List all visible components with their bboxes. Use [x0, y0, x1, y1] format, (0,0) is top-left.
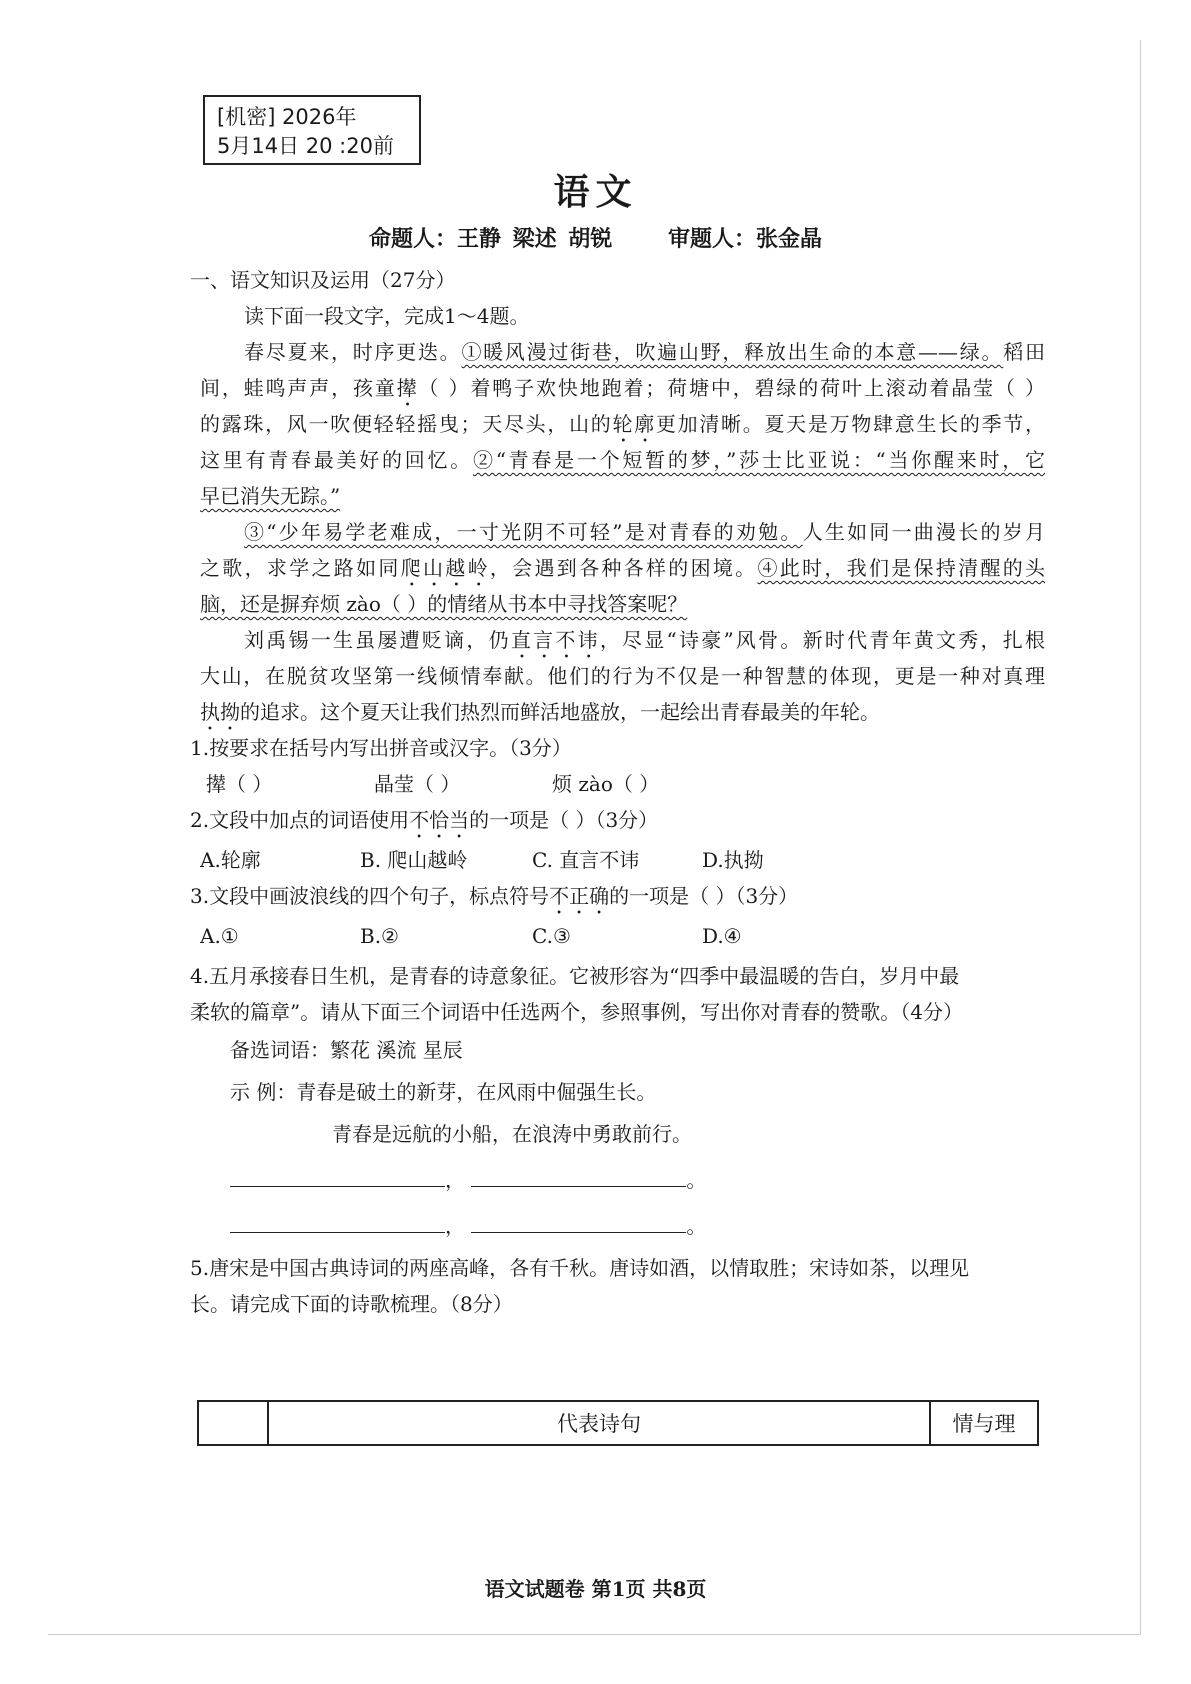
- question-stem: 柔软的篇章”。请从下面三个词语中任选两个，参照事例，写出你对青春的赞歌。（4分）: [190, 1000, 963, 1024]
- reviewer: 审题人：张金晶: [667, 226, 822, 252]
- passage-line: [200, 586, 1045, 622]
- confidential-stamp: [203, 95, 421, 165]
- reading-passage: [200, 334, 1045, 730]
- section-heading: 一、语文知识及运用（27分）: [190, 268, 456, 292]
- wavy-sentence-2: ②“青春是一个短暂的梦，”莎士比亚说：“当你醒来时，它: [472, 448, 1045, 472]
- dotted-word: 直言不讳: [510, 628, 600, 652]
- wavy-sentence-4-end: 脑，还是摒弃烦 zào（ ）的情绪从书本中寻找答案呢？: [200, 592, 688, 616]
- authors-line: [0, 222, 1191, 253]
- instructions: 读下面一段文字，完成1～4题。: [244, 304, 530, 328]
- dotted-word: 爬山越岭: [400, 556, 490, 580]
- text: 人生如同一曲漫长的岁月: [802, 520, 1045, 544]
- text: 更加清晰。夏天是万物肆意生长的季节，: [655, 412, 1045, 436]
- example-line: 青春是远航的小船，在浪涛中勇敢前行。: [332, 1122, 692, 1146]
- options: [200, 918, 1045, 954]
- setters: 命题人：王静 梁述 胡锐: [368, 226, 613, 252]
- page-title: 语文: [553, 171, 638, 213]
- wavy-sentence-1: ①暖风漫过街巷，吹遍山野，释放出生命的本意——绿。: [461, 340, 1004, 364]
- option-a[interactable]: A.轮廓: [200, 848, 261, 872]
- text: 间，蛙鸣声声，孩童: [200, 376, 397, 400]
- passage-line: [200, 442, 1045, 478]
- question-stem: 长。请完成下面的诗歌梳理。（8分）: [190, 1292, 513, 1316]
- table-header: [198, 1401, 268, 1445]
- example-text: 青春是破土的新芽，在风雨中倔强生长。: [296, 1080, 657, 1104]
- text: 的一项是（ ）（3分）: [469, 808, 659, 832]
- text: 2.文段中加点的词语使用: [190, 808, 410, 832]
- text: 稻田: [1003, 340, 1045, 364]
- answer-line[interactable]: [200, 1162, 1045, 1198]
- question-4: [190, 958, 1045, 1244]
- table-header: 情与理: [930, 1401, 1038, 1445]
- blank-item[interactable]: 撵（ ）: [206, 772, 273, 796]
- answer-blank[interactable]: [471, 1210, 686, 1233]
- question-stem: [190, 878, 1045, 914]
- question-stem: 1.按要求在括号内写出拼音或汉字。（3分）: [190, 736, 572, 760]
- dotted-word: 不恰当: [409, 808, 470, 832]
- dotted-word: 执拗: [200, 700, 240, 724]
- wavy-sentence-2-end: 早已消失无踪。”: [200, 484, 341, 508]
- passage-line: [200, 478, 1045, 514]
- period: 。: [686, 1168, 707, 1192]
- answer-blanks: [200, 766, 1045, 802]
- answer-blank[interactable]: [230, 1164, 445, 1187]
- text: 春尽夏来，时序更迭。: [244, 340, 462, 364]
- text: 刘禹锡一生虽屡遭贬谪，仍: [244, 628, 511, 652]
- answer-blank[interactable]: [230, 1210, 445, 1233]
- text: ，尽显“诗豪”风骨。新时代青年黄文秀，扎根: [599, 628, 1045, 652]
- scan-edge-right: [1140, 40, 1141, 1635]
- passage-line: [200, 406, 1045, 442]
- answer-blank[interactable]: [471, 1164, 686, 1187]
- wavy-sentence-3: ③“少年易学老难成，一寸光阴不可轻”是对青春的劝勉。: [244, 520, 803, 544]
- question-stem: 4.五月承接春日生机，是青春的诗意象征。它被形容为“四季中最温暖的告白，岁月中最: [190, 964, 960, 988]
- comma: ，: [445, 1214, 465, 1238]
- question-3: [190, 878, 1045, 954]
- option-a[interactable]: A.①: [200, 924, 239, 948]
- table-header: 代表诗句: [268, 1401, 930, 1445]
- blank-item[interactable]: 晶莹（ ）: [374, 772, 461, 796]
- dotted-char: 撵: [396, 376, 419, 400]
- candidate-words: 备选词语：繁花 溪流 星辰: [230, 1038, 463, 1062]
- text: 之歌，求学之路如同: [200, 556, 401, 580]
- text: 的一项是（ ）（3分）: [609, 884, 799, 908]
- option-c[interactable]: C.③: [532, 924, 571, 948]
- option-d[interactable]: D.执拗: [702, 848, 764, 872]
- page-footer: 语文试题卷 第1页 共8页: [484, 1577, 707, 1601]
- passage-line: [200, 622, 1045, 658]
- option-c[interactable]: C. 直言不讳: [532, 848, 640, 872]
- passage-line: [200, 694, 1045, 730]
- blank-item[interactable]: 烦 zào（ ）: [552, 772, 660, 796]
- passage-line: [200, 550, 1045, 586]
- text: ，会遇到各种各样的困境。: [489, 556, 758, 580]
- question-stem: [190, 802, 1045, 838]
- passage-line: [200, 514, 1045, 550]
- passage-line: 大山，在脱贫攻坚第一线倾情奉献。他们的行为不仅是一种智慧的体现，更是一种对真理: [200, 664, 1045, 688]
- options: [200, 842, 1045, 878]
- stamp-line-1: [机密] 2026年: [217, 105, 357, 129]
- example-label: 示 例：: [230, 1080, 297, 1104]
- wavy-sentence-4: ④此时，我们是保持清醒的头: [757, 556, 1045, 580]
- text: 的露珠，风一吹便轻轻摇曳；天尽头，山的: [200, 412, 613, 436]
- example-line: [200, 1074, 1045, 1110]
- stamp-line-2: 5月14日 20 :20前: [217, 134, 394, 158]
- exam-content: [190, 262, 1045, 1322]
- text: 3.文段中画波浪线的四个句子，标点符号: [190, 884, 550, 908]
- dotted-word: 不正确: [549, 884, 610, 908]
- poetry-table: [197, 1400, 1039, 1446]
- option-b[interactable]: B. 爬山越岭: [360, 848, 468, 872]
- answer-line[interactable]: [200, 1208, 1045, 1244]
- text: （ ）着鸭子欢快地跑着；荷塘中，碧绿的荷叶上滚动着晶莹（ ）: [418, 376, 1045, 400]
- comma: ，: [445, 1168, 465, 1192]
- table-header-row: [198, 1401, 1038, 1445]
- dotted-word: 轮廓: [612, 412, 656, 436]
- passage-line: [200, 370, 1045, 406]
- option-b[interactable]: B.②: [360, 924, 399, 948]
- passage-line: [200, 334, 1045, 370]
- scan-edge-bottom: [48, 1634, 1141, 1635]
- question-1: [190, 730, 1045, 802]
- period: 。: [686, 1214, 707, 1238]
- question-5: [190, 1250, 1045, 1322]
- question-2: [190, 802, 1045, 878]
- option-d[interactable]: D.④: [702, 924, 742, 948]
- question-stem: 5.唐宋是中国古典诗词的两座高峰，各有千秋。唐诗如酒，以情取胜；宋诗如茶，以理见: [190, 1256, 970, 1280]
- text: 这里有青春最美好的回忆。: [200, 448, 473, 472]
- text: 的追求。这个夏天让我们热烈而鲜活地盛放，一起绘出青春最美的年轮。: [240, 700, 880, 724]
